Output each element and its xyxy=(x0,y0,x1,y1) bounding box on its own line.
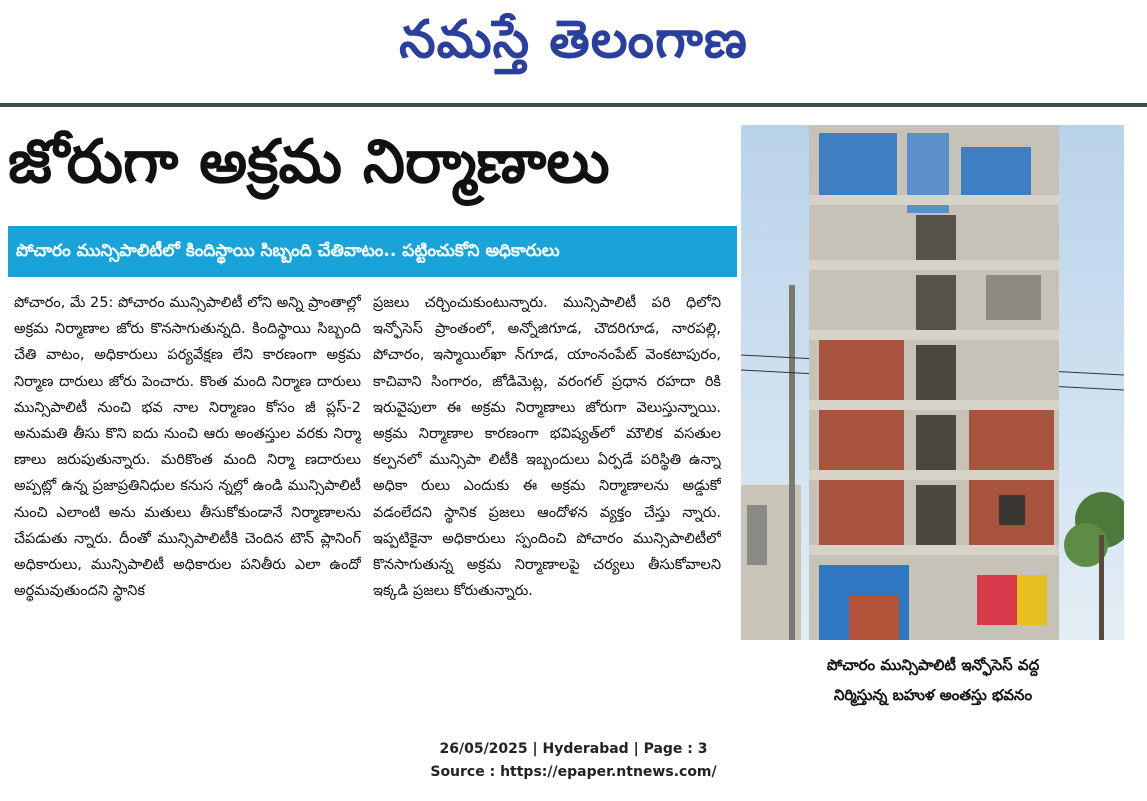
article-column-1: పోచారం, మే 25: పోచారం మున్సిపాలిటీ లోని అన్ని ప్రాంతాల్లో అక్రమ నిర్మాణాల జోరు కొనసాగుతున్నది. కిందిస్థాయి సిబ్బంది చేతి వాటం, అధికారులు పర్యవేక్షణ లేని కారణంగా అక్రమ నిర్మాణ దారులు జోరు పెంచారు. కొంత మంది నిర్మాణ దారులు మున్సిపాలిటీ నుంచి భవ నాల నిర్మాణం కోసం జీ ప్లస్-2 అనుమతి తీసు కొని ఐదు నుంచి ఆరు అంతస్తుల వరకు నిర్మా ణాలు జరుపుతున్నారు. మరికొంత మంది నిర్మా ణదారులు అప్పట్లో ఉన్న ప్రజాప్రతినిధుల కనుస న్నల్లో ఉండి మున్సిపాలిటీ నుంచి ఎలాంటి అను మతులు తీసుకోకుండానే నిర్మాణాలను చేపడుతు న్నారు. దీంతో మున్సిపాలిటీకి చెందిన టౌన్ ప్లానింగ్ అధికారులు, మున్సిపాలిటీ అధికారుల పనితీరు ఎలా ఉందో అర్థమవుతుందని స్థానిక xyxy=(14,295,361,600)
masthead-divider xyxy=(0,103,1147,107)
article-column-2: ప్రజలు చర్చించుకుంటున్నారు. మున్సిపాలిటీ పరి ధిలోని ఇన్ఫోసెస్ ప్రాంతంలో, అన్నోజిగూడ, చౌదరిగూడ, నారపల్లి, పోచారం, ఇస్మాయిల్‌ఖా న్‌గూడ, యాంనంపేట్ వెంకటాపురం, కాచివాని సింగారం, జోడిమెట్ల, వరంగల్ ప్రధాన రహదా రికి ఇరువైపులా ఈ అక్రమ నిర్మాణాలు జోరుగా వెలుస్తున్నాయి. అక్రమ నిర్మాణాల కారణంగా భవిష్యత్‌లో మౌలిక వసతుల కల్పనలో మున్సిపా లిటీకి ఇబ్బందులు ఏర్పడే పరిస్థితి ఉన్నా అధికా రులు ఎందుకు ఈ అక్రమ నిర్మాణాలను అడ్డుకో వడంలేదని స్థానిక ప్రజలు ఆందోళన వ్యక్తం చేస్తు న్నారు. ఇప్పటికైనా అధికారులు స్పందించి పోచారం మున్సిపాలిటీలో కొనసాగుతున్న అక్రమ నిర్మాణాలపై చర్యలు తీసుకోవాలని ఇక్కడి ప్రజలు కోరుతున్నారు. xyxy=(373,295,721,600)
building-photo xyxy=(741,125,1124,640)
footer-source-line: Source : https://epaper.ntnews.com/ xyxy=(430,764,717,780)
masthead xyxy=(0,0,1147,100)
building-illustration xyxy=(741,125,1124,640)
photo-caption-line-2: నిర్మిస్తున్న బహుళ అంతస్తు భవనం xyxy=(833,686,1033,704)
footer-date-line: 26/05/2025 | Hyderabad | Page : 3 xyxy=(439,741,708,757)
photo-caption xyxy=(740,650,1126,710)
photo-caption-line-1: పోచారం మున్సిపాలిటీ ఇన్ఫోసెస్ వద్ద xyxy=(826,656,1040,674)
masthead-title: నమస్తే తెలంగాణ xyxy=(399,10,748,70)
article-headline: జోరుగా అక్రమ నిర్మాణాలు xyxy=(8,127,610,197)
article-deck: పోచారం మున్సిపాలిటీలో కిందిస్థాయి సిబ్బంది చేతివాటం.. పట్టించుకోని అధికారులు xyxy=(8,226,737,277)
